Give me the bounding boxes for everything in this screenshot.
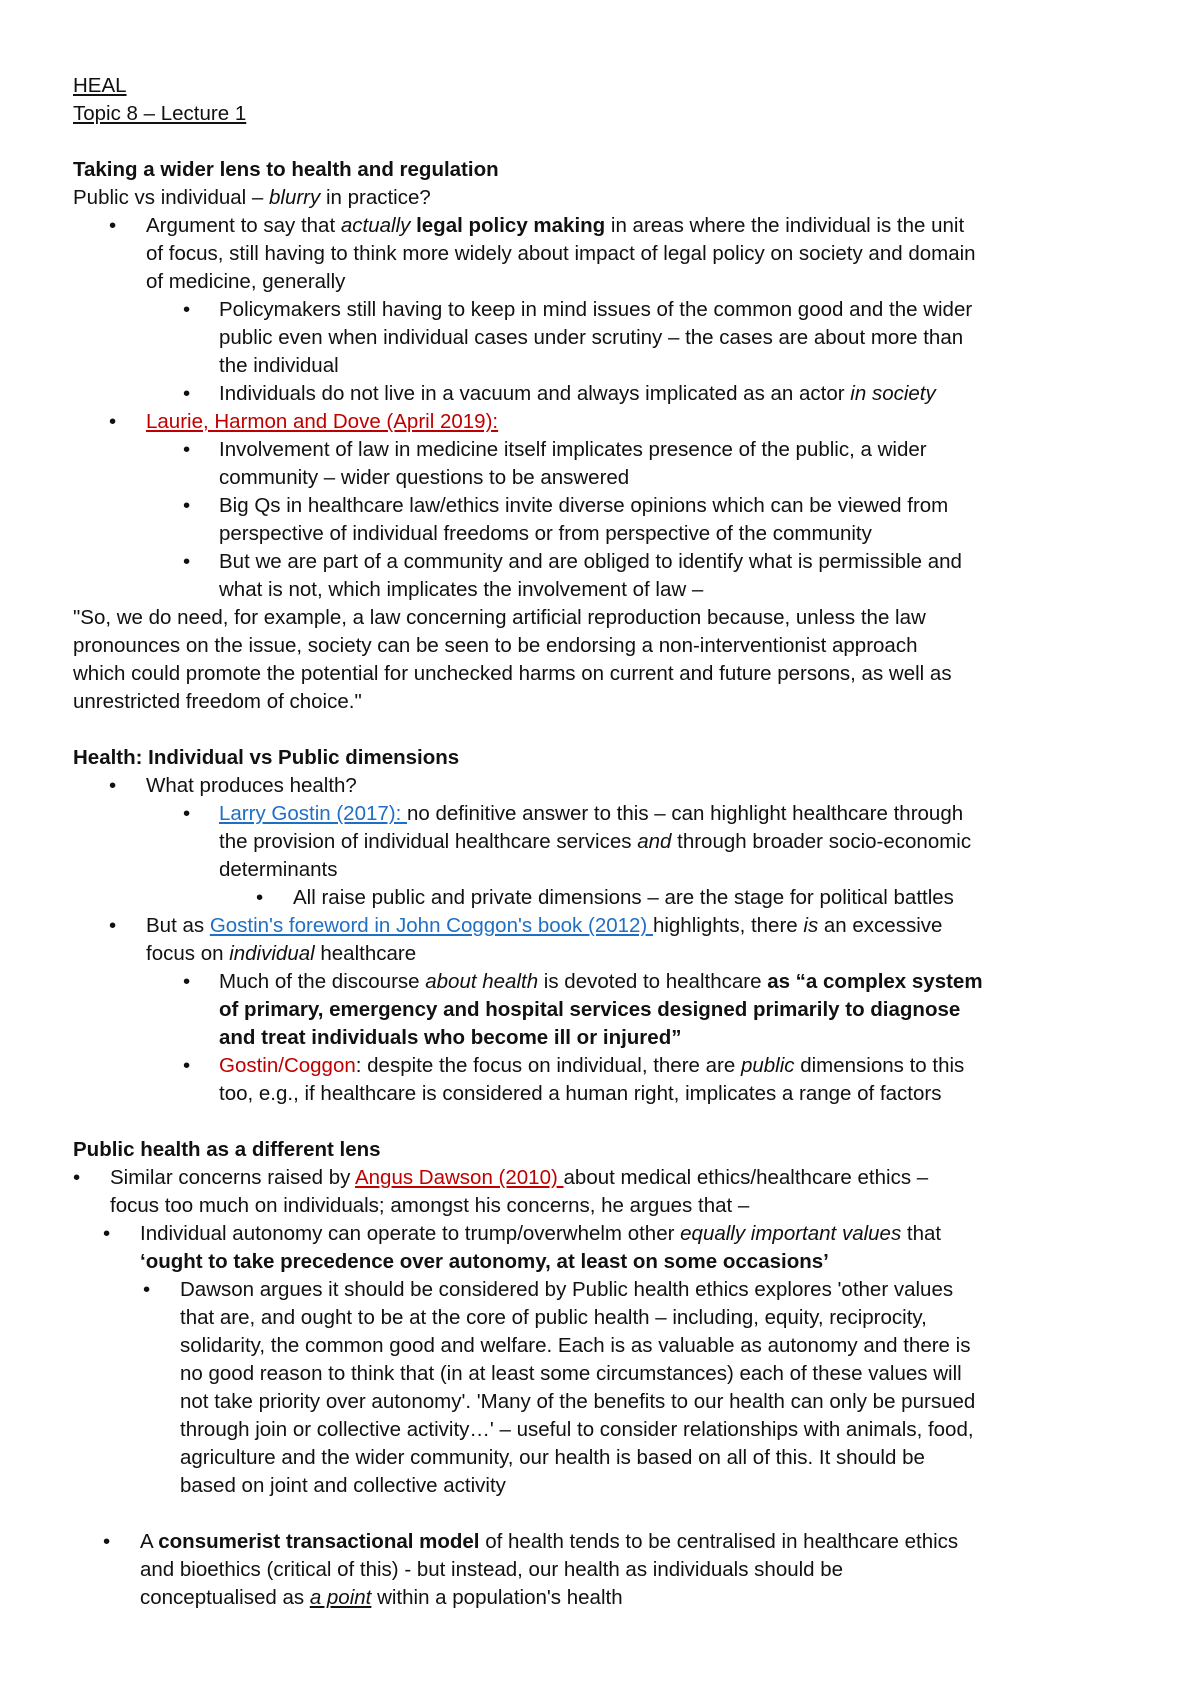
bullet-marker: • (103, 1222, 111, 1245)
citation-link-laurie[interactable]: Laurie, Harmon and Dove (April 2019): (146, 410, 499, 433)
sub-bullet-item: • Larry Gostin (2017): no definitive answer to this – can highlight healthcare through the provision of individual healthcare services and through broader socio-economic determinants (183, 802, 972, 881)
quote-block: "So, we do need, for example, a law concerning artificial reproduction because, unless the law pronounces on the issue, society can be seen to be endorsing a non-interventionist approach which could promote the potential for unchecked harms on current and future persons, as well as unrestricted freedom of choice." (73, 606, 952, 713)
sub-sub-bullet-item: • All raise public and private dimensions – are the stage for political battles (73, 884, 1143, 912)
bullet-item: • But as Gostin's foreword in John Coggon's book (2012) highlights, there is an excessive focus on individual healthcare (109, 914, 943, 965)
bullet-marker: • (109, 774, 117, 797)
bullet-marker: • (183, 1054, 191, 1077)
spacer (73, 1500, 1143, 1528)
course-code: HEAL (73, 74, 127, 97)
bullet-marker: • (109, 914, 117, 937)
bullet-marker: • (183, 382, 191, 405)
spacer (73, 1108, 1143, 1136)
topic-title: Topic 8 – Lecture 1 (73, 102, 247, 125)
bullet-marker: • (109, 410, 117, 433)
sub-bullet-item: • Big Qs in healthcare law/ethics invite diverse opinions which can be viewed from perspective of individual freedoms or from perspective of the community (183, 494, 949, 545)
sub-sub-bullet-item: • Dawson argues it should be considered by Public health ethics explores 'other values that are, and ought to be at the core of public health – including, equity, reciprocity, solidarity, the common good and welfare. Each is as valuable as autonomy and there is no good reason to think that (in at least some circumstances) each of these values will not take priority over autonomy'. 'Many of the benefits to our health can only be pursued through join or collective activity…' – useful to consider relationships with animals, food, agriculture and the wider community, our health is based on all of this. It should be based on joint and collective activity (143, 1278, 976, 1497)
sub-bullet-item: • But we are part of a community and are obliged to identify what is permissible and what is not, which implicates the involvement of law – (183, 550, 962, 601)
bullet-marker: • (183, 494, 191, 517)
spacer (73, 128, 1143, 156)
sub-bullet-item: • Individuals do not live in a vacuum and always implicated as an actor in society (73, 380, 1143, 408)
citation-link-dawson[interactable]: Angus Dawson (2010) (354, 1166, 564, 1189)
bullet-marker: • (103, 1530, 111, 1553)
citation-link-gostin-2017[interactable]: Larry Gostin (2017): (219, 802, 407, 825)
citation-link-gostin-foreword[interactable]: Gostin's foreword in John Coggon's book (2012) (209, 914, 653, 937)
bullet-item (73, 408, 1143, 436)
document-body (73, 72, 1143, 1612)
citation-gostin-coggon: Gostin/Coggon (219, 1054, 356, 1077)
bullet-marker: • (256, 886, 264, 909)
sub-bullet-item: • Much of the discourse about health is devoted to healthcare as “a complex system of primary, emergency and hospital services designed primarily to diagnose and treat individuals who become ill or injured” (183, 970, 983, 1049)
bullet-marker: • (183, 298, 191, 321)
bullet-marker: • (143, 1278, 151, 1301)
sub-bullet-item: • Gostin/Coggon: despite the focus on individual, there are public dimensions to this too, e.g., if healthcare is considered a human right, implicates a range of factors (183, 1054, 965, 1105)
bullet-marker: • (73, 1166, 81, 1189)
bullet-item: • Similar concerns raised by Angus Dawson (2010) about medical ethics/healthcare ethics – focus too much on individuals; amongst his concerns, he argues that – (73, 1166, 929, 1217)
sub-bullet-item: • Involvement of law in medicine itself implicates presence of the public, a wider community – wider questions to be answered (183, 438, 927, 489)
bullet-item: • Argument to say that actually legal policy making in areas where the individual is the unit of focus, still having to think more widely about impact of legal policy on society and domain of medicine, generally (109, 214, 976, 293)
section-heading-public-health: Public health as a different lens (73, 1138, 381, 1161)
bullet-marker: • (183, 438, 191, 461)
spacer (73, 716, 1143, 744)
sub-bullet-item: • Individual autonomy can operate to trump/overwhelm other equally important values that ‘ought to take precedence over autonomy, at least on some occasions’ (103, 1222, 942, 1273)
section-heading-wider-lens: Taking a wider lens to health and regulation (73, 158, 499, 181)
bullet-marker: • (109, 214, 117, 237)
bullet-marker: • (183, 550, 191, 573)
sub-bullet-item: • A consumerist transactional model of health tends to be centralised in healthcare ethics and bioethics (critical of this) - but instead, our health as individuals should be conceptualised as a point within a population's health (103, 1530, 959, 1609)
bullet-marker: • (183, 802, 191, 825)
intro-line: Public vs individual – blurry in practice? (73, 186, 431, 209)
bullet-marker: • (183, 970, 191, 993)
bullet-item: • What produces health? (73, 772, 1143, 800)
section-heading-dimensions: Health: Individual vs Public dimensions (73, 746, 460, 769)
sub-bullet-item: • Policymakers still having to keep in mind issues of the common good and the wider public even when individual cases under scrutiny – the cases are about more than the individual (183, 298, 973, 377)
